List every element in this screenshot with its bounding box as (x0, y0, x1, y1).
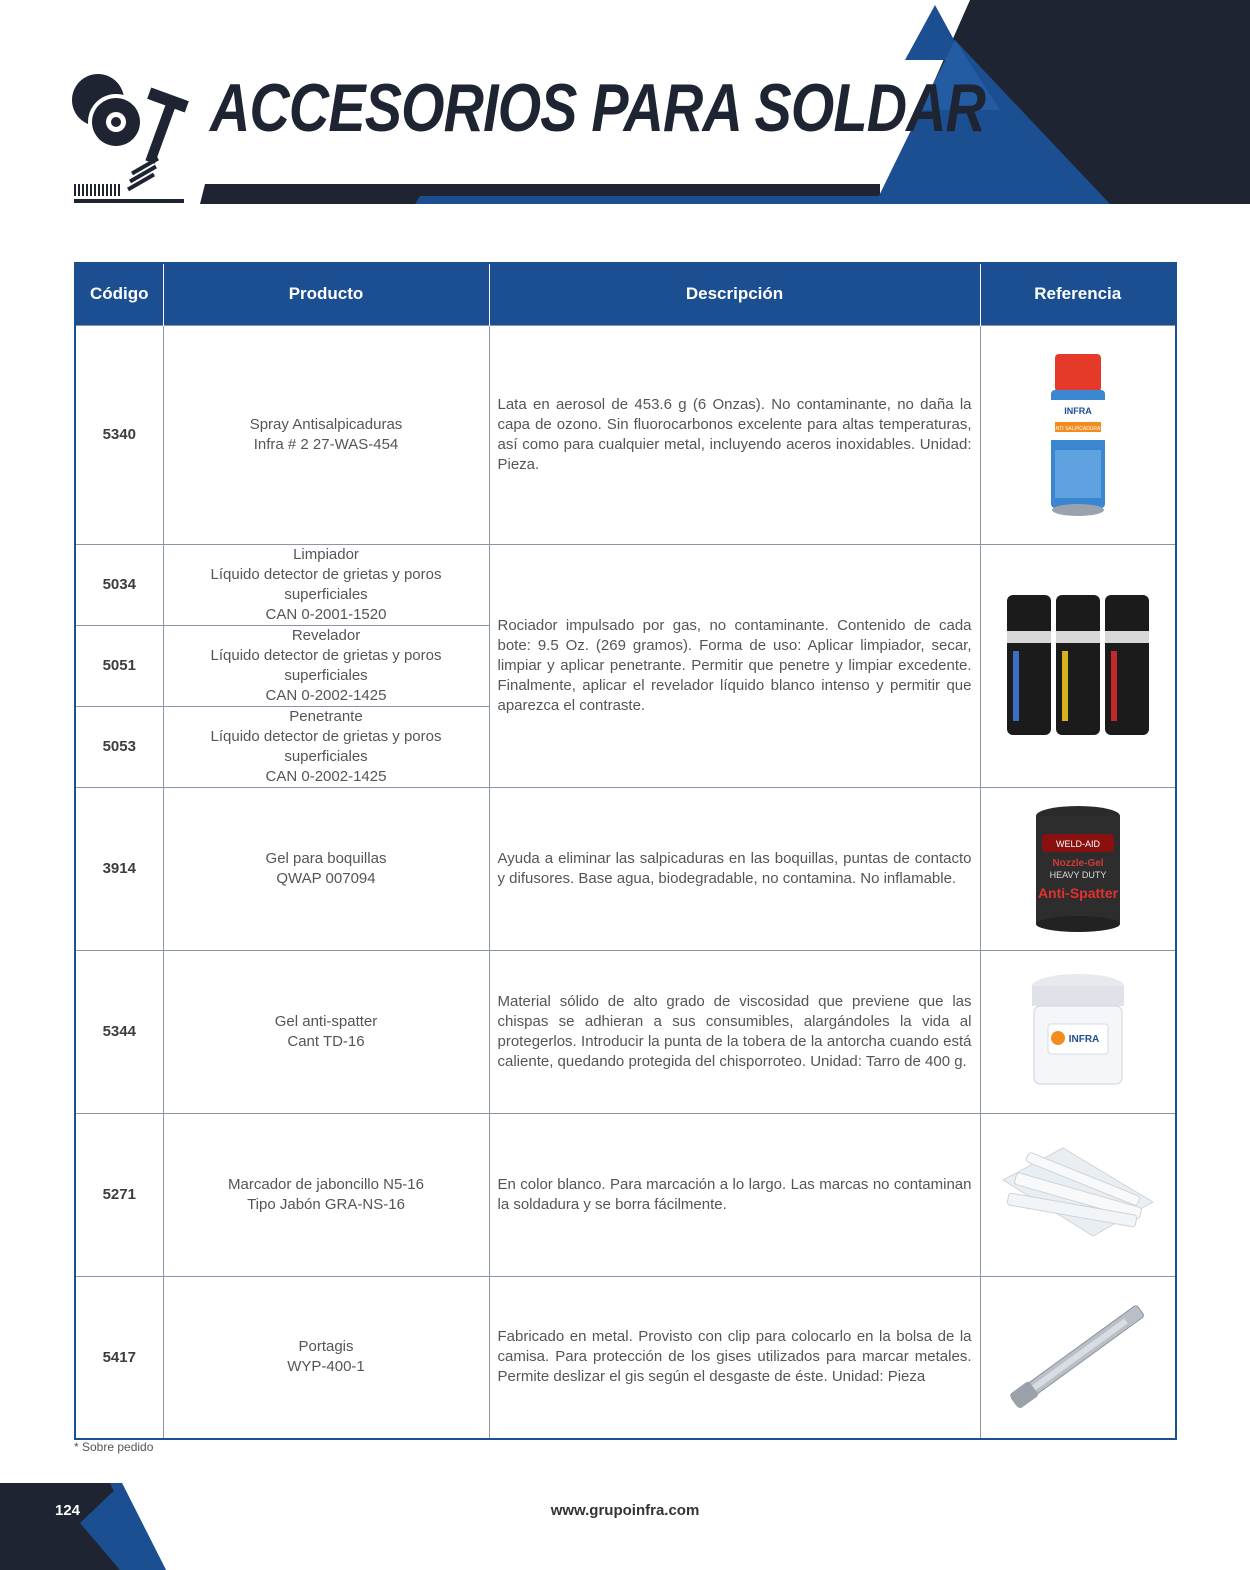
table-row (75, 1276, 1176, 1439)
product-line: Tipo Jabón GRA-NS-16 (247, 1195, 405, 1213)
product-line: Limpiador (293, 545, 359, 563)
product-line: Marcador de jaboncillo N5-16 (228, 1175, 424, 1193)
header-reference: Referencia (980, 263, 1176, 325)
gel-can-product: Nozzle-Gel (1052, 857, 1104, 869)
footer-decoration (0, 1483, 200, 1570)
product-line: CAN 0-2001-1520 (265, 605, 387, 623)
gel-can-image (1030, 804, 1126, 934)
product-name (163, 1113, 489, 1276)
product-line: Líquido detector de grietas y poros superficiales (210, 565, 442, 603)
header-description: Descripción (489, 263, 980, 325)
product-line: QWAP 007094 (276, 869, 376, 887)
product-line: Spray Antisalpicaduras (249, 415, 403, 433)
product-description: Fabricado en metal. Provisto con clip para colocarlo en la bolsa de la camisa. Para protección de los gises utilizados para marcar metales. Permite deslizar el gis según el desgaste de éste. Unidad: Pieza (489, 1276, 980, 1439)
can-product-label: ANTI SALPICADURAS (1052, 425, 1104, 432)
product-line: CAN 0-2002-1425 (265, 767, 387, 785)
soapstone-image (993, 1140, 1163, 1250)
table-header-row (75, 263, 1176, 325)
table-row (75, 950, 1176, 1113)
product-description: Material sólido de alto grado de viscosidad que previene que las chispas se adhieran a sus consumibles, alargándoles la vida al protegerlos. Introducir la punta de la tobera de la antorcha cuando está caliente, quedando protegida del chisporroteo. Unidad: Tarro de 400 g. (489, 950, 980, 1113)
table-row (75, 787, 1176, 950)
table-row (75, 325, 1176, 544)
product-reference (980, 544, 1176, 787)
product-name (163, 1276, 489, 1439)
page-number: 124 (55, 1502, 81, 1519)
table-row (75, 1113, 1176, 1276)
product-line: CAN 0-2002-1425 (265, 686, 387, 704)
gel-can-brand: WELD-AID (1055, 838, 1100, 849)
can-brand-label: INFRA (1064, 405, 1092, 416)
footnote: * Sobre pedido (74, 1440, 154, 1454)
product-name (163, 787, 489, 950)
table-row (75, 544, 1176, 625)
product-code: 5340 (75, 325, 163, 544)
product-name (163, 625, 489, 706)
product-name (163, 544, 489, 625)
product-code: 5051 (75, 625, 163, 706)
product-name (163, 706, 489, 787)
product-code: 5034 (75, 544, 163, 625)
product-reference (980, 787, 1176, 950)
product-line: Portagis (298, 1338, 354, 1356)
product-line: Gel para boquillas (265, 849, 387, 867)
three-cans-image (1003, 591, 1153, 741)
product-description: Ayuda a eliminar las salpicaduras en las boquillas, puntas de contacto y difusores. Base agua, biodegradable, no contamina. No inflamable. (489, 787, 980, 950)
product-name (163, 325, 489, 544)
product-code: 5417 (75, 1276, 163, 1439)
product-code: 5053 (75, 706, 163, 787)
jar-brand-label: INFRA (1068, 1033, 1100, 1045)
header-product: Producto (163, 263, 489, 325)
product-line: Revelador (291, 626, 361, 644)
product-reference (980, 1113, 1176, 1276)
product-description: En color blanco. Para marcación a lo largo. Las marcas no contaminan la soldadura y se borra fácilmente. (489, 1113, 980, 1276)
website-url[interactable]: www.grupoinfra.com (550, 1502, 700, 1519)
product-code: 5344 (75, 950, 163, 1113)
product-line: WYP-400-1 (287, 1358, 365, 1376)
product-line: Líquido detector de grietas y poros superficiales (210, 727, 442, 765)
gel-can-subtitle: HEAVY DUTY (1049, 869, 1107, 880)
holder-image (998, 1287, 1158, 1427)
product-line: Infra # 2 27-WAS-454 (253, 435, 399, 453)
gel-jar-image (1028, 972, 1128, 1092)
spray-can-image (1043, 350, 1113, 520)
product-code: 5271 (75, 1113, 163, 1276)
header-code: Código (75, 263, 163, 325)
product-name (163, 950, 489, 1113)
product-reference (980, 325, 1176, 544)
welding-accessories-icon (70, 72, 190, 202)
product-line: Líquido detector de grietas y poros superficiales (210, 646, 442, 684)
product-description: Lata en aerosol de 453.6 g (6 Onzas). No contaminante, no daña la capa de ozono. Sin fluorocarbonos excelente para altas temperaturas, así como para cualquier metal, incluyendo aceros inoxidables. Unidad: Pieza. (489, 325, 980, 544)
product-description: Rociador impulsado por gas, no contaminante. Contenido de cada bote: 9.5 Oz. (269 gramos). Forma de uso: Aplicar limpiador, secar, limpiar y aplicar penetrante. Permitir que penetre y limpiar excedente. Finalmente, aplicar el revelador líquido blanco intenso y permitir que aparezca el contraste. (489, 544, 980, 787)
product-line: Penetrante (289, 707, 363, 725)
product-line: Gel anti-spatter (274, 1012, 378, 1030)
product-reference (980, 950, 1176, 1113)
gel-can-title: Anti-Spatter (1037, 884, 1118, 901)
products-table (74, 262, 1177, 1440)
product-code: 3914 (75, 787, 163, 950)
page-title: ACCESORIOS PARA SOLDAR (210, 70, 986, 146)
page-header (0, 0, 1250, 210)
product-line: Cant TD-16 (287, 1032, 365, 1050)
product-reference (980, 1276, 1176, 1439)
